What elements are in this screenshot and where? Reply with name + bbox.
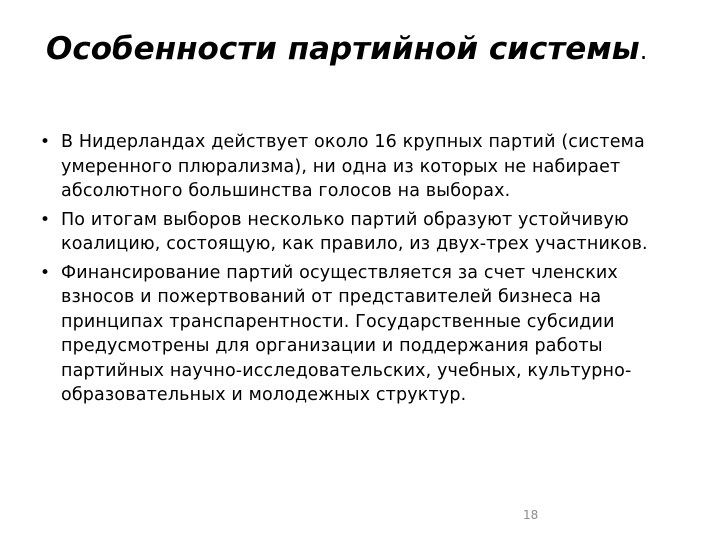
bullet-item-parties xyxy=(38,130,678,204)
bullet-item-coalition xyxy=(38,208,678,257)
slide-title xyxy=(46,28,686,73)
slide-title-period: . xyxy=(639,37,648,65)
bullet-marker: • xyxy=(40,209,51,230)
page-number: 18 xyxy=(523,508,539,522)
slide-title-text: Особенности партийной системы xyxy=(46,31,640,67)
bullet-text: В Нидерландах действует около 16 крупных партий (система умеренного плюрализма), ни одна из которых не набирает абсолютного большинства голосов на выборах. xyxy=(61,132,645,201)
bullet-marker: • xyxy=(40,262,51,283)
bullet-list xyxy=(38,130,678,412)
bullet-text: Финансирование партий осуществляется за счет членских взносов и пожертвований от представителей бизнеса на принципах транспарентности. Государственные субсидии предусмотрены для организации и поддержания работы партийных научно-исследовательских, учебных, культурно-образовательных и молодежных структур. xyxy=(61,262,632,405)
bullet-marker: • xyxy=(40,132,51,152)
bullet-text: По итогам выборов несколько партий образуют устойчивую коалицию, состоящую, как правило, из двух-трех участников. xyxy=(61,209,648,254)
bullet-item-financing xyxy=(38,261,678,408)
